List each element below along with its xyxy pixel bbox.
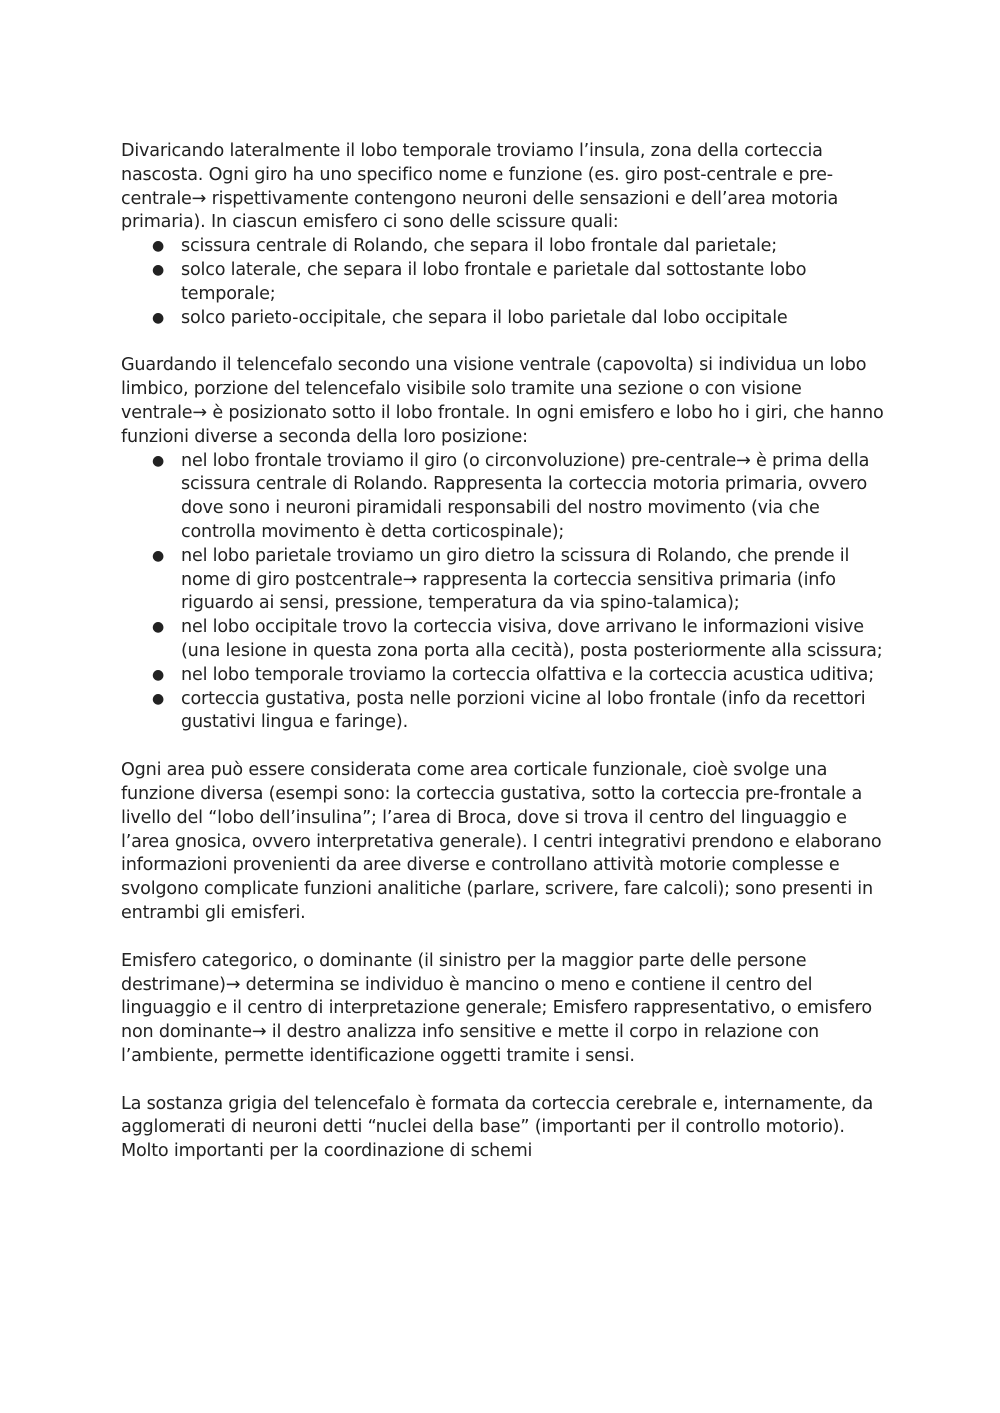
- list-item: ● nel lobo parietale troviamo un giro dietro la scissura di Rolando, che prende il nome di giro postcentrale→ rappresenta la corteccia sensitiva primaria (info riguardo ai sensi, pressione, temperatura da via spino-talamica);: [152, 545, 850, 614]
- paragraph-lobo-limbico: Guardando il telencefalo secondo una visione ventrale (capovolta) si individua un lobo limbico, porzione del telencefalo visibile solo tramite una sezione o con visione ventrale→ è posizionato sotto il lobo frontale. In ogni emisfero e lobo ho i giri, che hanno funzioni diverse a seconda della loro posizione:: [121, 355, 884, 447]
- list-item: ● corteccia gustativa, posta nelle porzioni vicine al lobo frontale (info da recettori gustativi lingua e faringe).: [152, 688, 866, 733]
- bullet-icon: ●: [152, 309, 165, 326]
- bullet-icon: ●: [152, 261, 165, 278]
- scissure-list: [121, 235, 891, 330]
- giri-list: [121, 450, 891, 736]
- bullet-icon: ●: [152, 666, 165, 683]
- paragraph-sostanza-grigia: La sostanza grigia del telencefalo è formata da corteccia cerebrale e, internamente, da agglomerati di neuroni detti “nuclei della base” (importanti per il controllo motorio). Molto importanti per la coordinazione di schemi: [121, 1093, 874, 1162]
- document-page: [121, 140, 891, 1164]
- list-item: ● nel lobo frontale troviamo il giro (o circonvoluzione) pre-centrale→ è prima della scissura centrale di Rolando. Rappresenta la corteccia motoria primaria, ovvero dove sono i neuroni piramidali responsabili del nostro movimento (via che controlla movimento è detta corticospinale);: [152, 450, 870, 542]
- bullet-icon: ●: [152, 238, 165, 255]
- list-item: ● solco laterale, che separa il lobo frontale e parietale dal sottostante lobo temporale;: [152, 259, 807, 304]
- bullet-icon: ●: [152, 452, 165, 469]
- bullet-icon: ●: [152, 690, 165, 707]
- paragraph-area-corticale: Ogni area può essere considerata come area corticale funzionale, cioè svolge una funzione diversa (esempi sono: la corteccia gustativa, sotto la corteccia pre-frontale a livello del “lobo dell’insulina”; l’area di Broca, dove si trova il centro del linguaggio e l’area gnosica, ovvero interpretativa generale). I centri integrativi prendono e elaborano informazioni provenienti da aree diverse e controllano attività motorie complesse e svolgono complicate funzioni analitiche (parlare, scrivere, fare calcoli); sono presenti in entrambi gli emisferi.: [121, 760, 882, 923]
- list-item: ● solco parieto-occipitale, che separa il lobo parietale dal lobo occipitale: [121, 307, 891, 331]
- bullet-icon: ●: [152, 547, 165, 564]
- bullet-icon: ●: [152, 619, 165, 636]
- list-item: ● scissura centrale di Rolando, che separa il lobo frontale dal parietale;: [121, 235, 891, 259]
- list-item: ● nel lobo temporale troviamo la corteccia olfattiva e la corteccia acustica uditiva;: [121, 664, 891, 688]
- list-item: ● nel lobo occipitale trovo la corteccia visiva, dove arrivano le informazioni visive (una lesione in questa zona porta alla cecità), posta posteriormente alla scissura;: [152, 617, 883, 661]
- paragraph-insula: Divaricando lateralmente il lobo temporale troviamo l’insula, zona della corteccia nascosta. Ogni giro ha uno specifico nome e funzione (es. giro post-centrale e pre-centrale→ rispettivamente contengono neuroni delle sensazioni e dell’area motoria primaria). In ciascun emisfero ci sono delle scissure quali:: [121, 141, 839, 233]
- paragraph-emisfero: Emisfero categorico, o dominante (il sinistro per la maggior parte delle persone destrimane)→ determina se individuo è mancino o meno e contiene il centro del linguaggio e il centro di interpretazione generale; Emisfero rappresentativo, o emisfero non dominante→ il destro analizza info sensitive e mette il corpo in relazione con l’ambiente, permette identificazione oggetti tramite i sensi.: [121, 950, 872, 1066]
